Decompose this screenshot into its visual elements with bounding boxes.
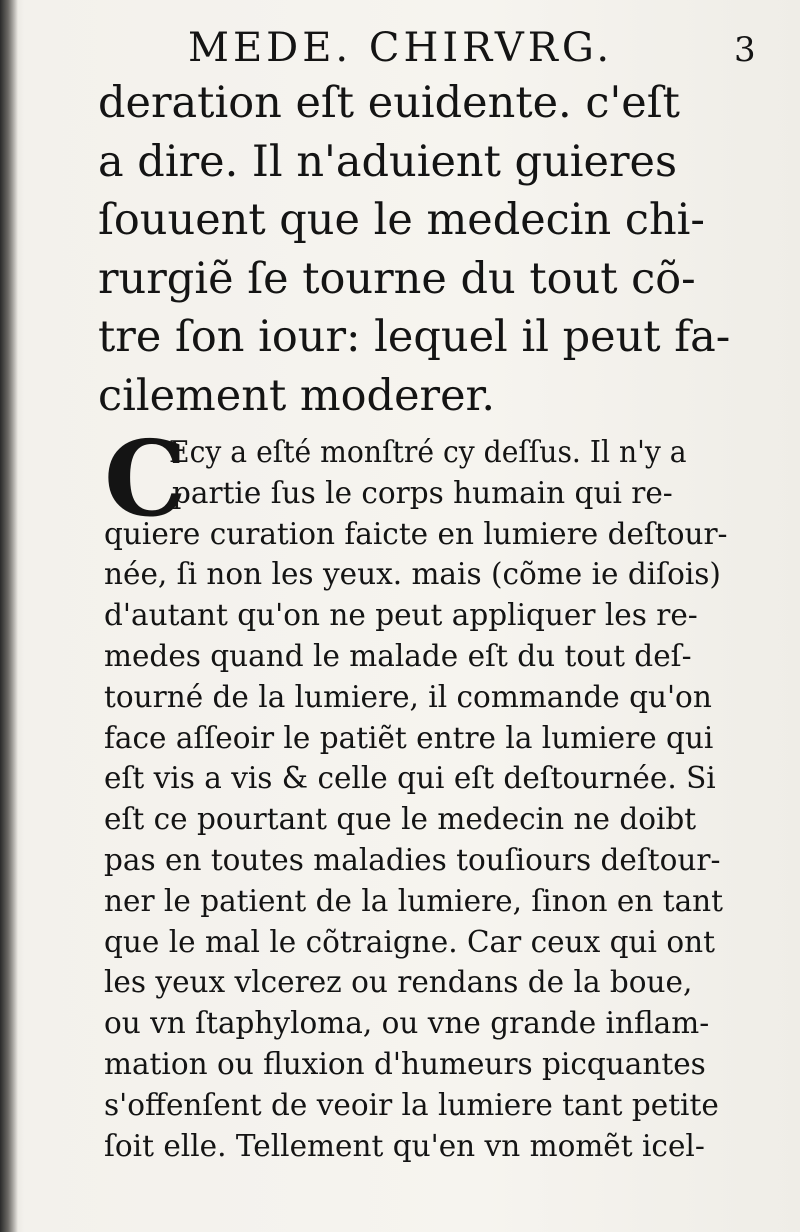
text-line: a dire. Il n'aduient guieres [98, 136, 678, 187]
text-line: deration eſt euidente. c'eſt [98, 78, 680, 128]
text-line: ſoit elle. Tellement qu'en vn momẽt icel- [104, 1128, 705, 1163]
text-line: quiere curation faicte en lumiere deſtour- [104, 516, 728, 551]
body-paragraph [104, 417, 754, 1166]
text-line: s'offenſent de veoir la lumiere tant petite [104, 1087, 719, 1122]
text-line: mation ou fluxion d'humeurs picquantes [104, 1046, 706, 1081]
text-line: ſouuent que le medecin chi- [98, 195, 705, 245]
text-line: Ecy a eſté monſtré cy deſſus. Il n'y a [169, 435, 687, 469]
text-line: medes quand le malade eſt du tout deſ- [104, 638, 692, 673]
lead-text-block [98, 74, 758, 425]
text-line: rurgiẽ ſe tourne du tout cõ- [98, 253, 696, 304]
text-line: ou vn ſtaphyloma, ou vne grande inflam- [104, 1006, 710, 1041]
drop-cap-initial: C [104, 417, 187, 540]
text-line: eſt ce pourtant que le medecin ne doibt [104, 802, 697, 837]
text-line: ner le patient de la lumiere, ſinon en tant [104, 883, 724, 918]
text-line: d'autant qu'on ne peut appliquer les re- [104, 598, 698, 633]
book-gutter [0, 0, 18, 1232]
text-line: face aſſeoir le patiẽt entre la lumiere qui [104, 720, 714, 755]
text-line: cilement moderer. [98, 370, 496, 421]
text-line: partie ſus le corps humain qui re- [172, 475, 673, 510]
text-line: tre ſon iour: lequel il peut fa- [98, 312, 731, 362]
text-line: que le mal le cõtraigne. Car ceux qui ont [104, 924, 715, 959]
text-line: née, ſi non les yeux. mais (cõme ie diſois) [104, 557, 721, 592]
text-line: les yeux vlcerez ou rendans de la boue, [104, 965, 693, 1000]
text-line: tourné de la lumiere, il commande qu'on [104, 679, 712, 714]
page-number: 3 [734, 30, 756, 70]
running-title: MEDE. CHIRVRG. [188, 25, 614, 71]
text-line: pas en toutes maladies touſiours deſtour- [104, 842, 721, 877]
text-line: eſt vis a vis & celle qui eſt deſtournée. Si [104, 761, 716, 796]
